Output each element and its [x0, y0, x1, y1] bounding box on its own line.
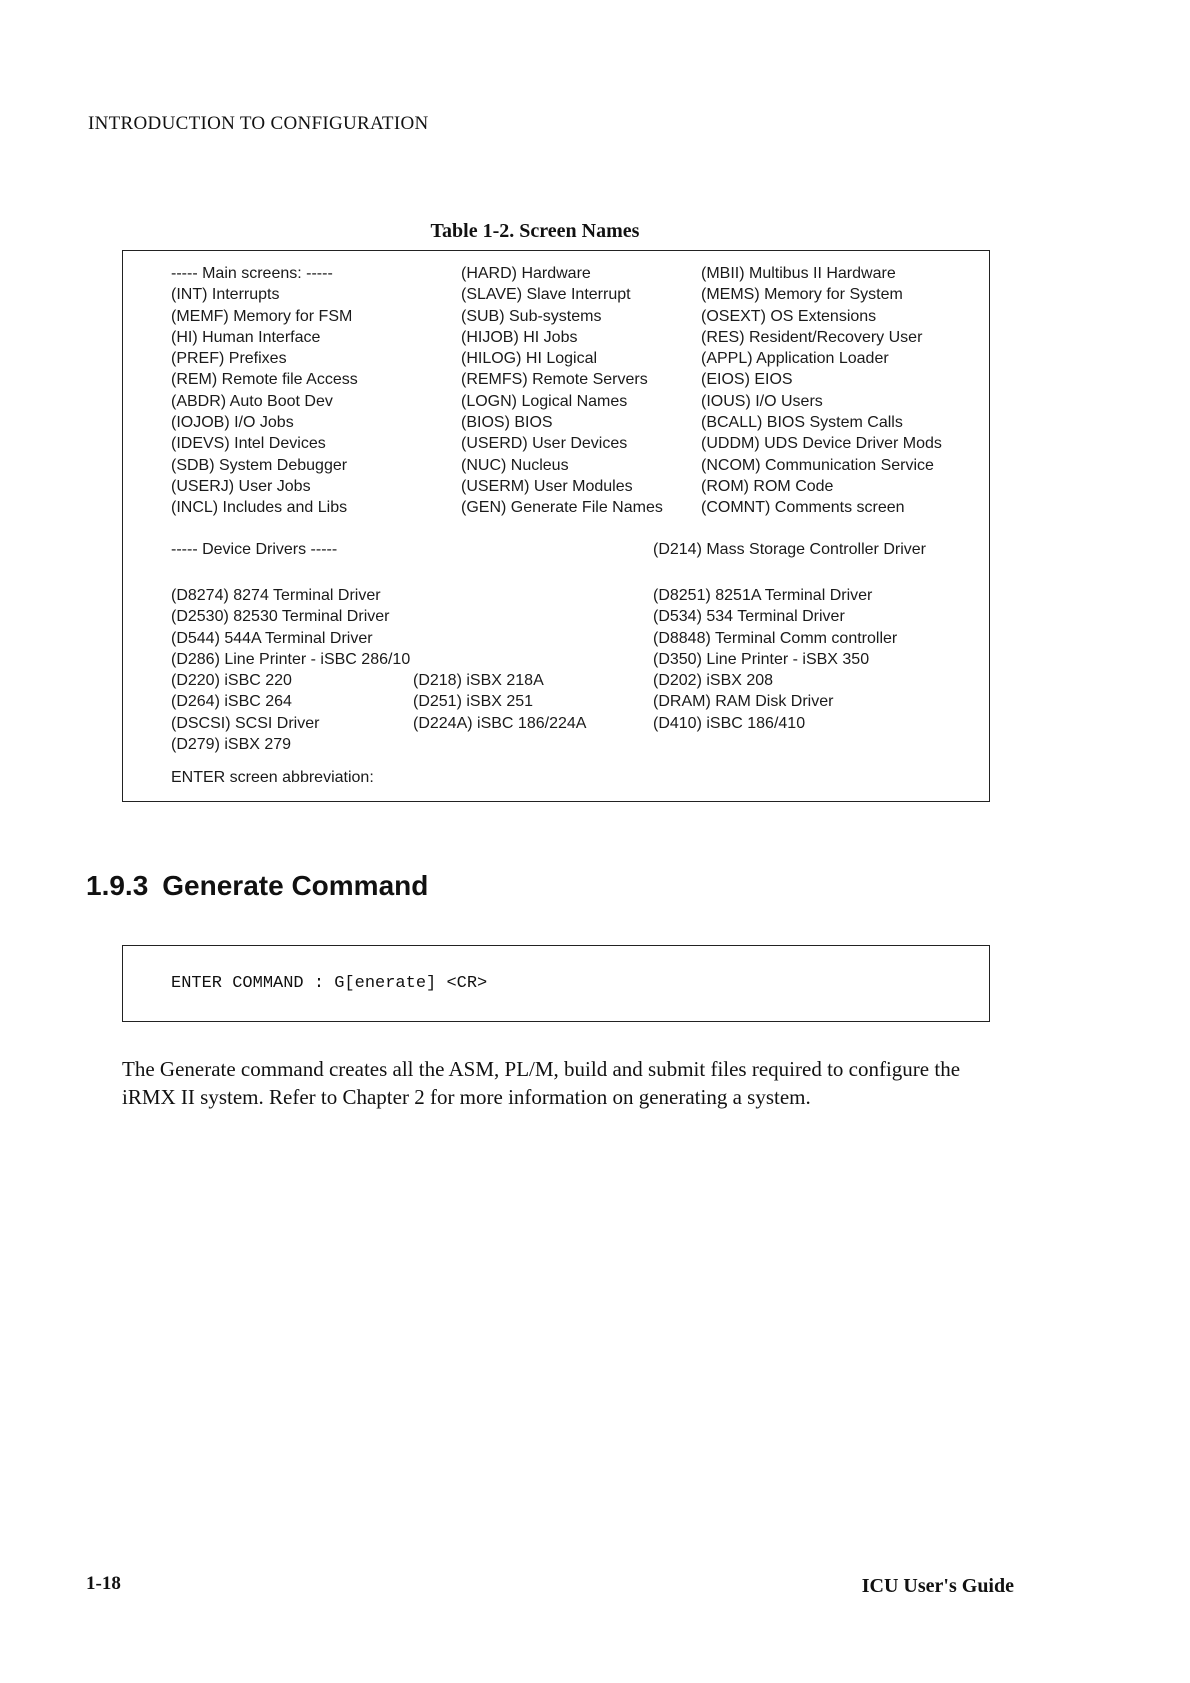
screen-entry: (IDEVS) Intel Devices	[171, 435, 326, 453]
command-line: ENTER COMMAND : G[enerate] <CR>	[171, 974, 488, 993]
screen-entry: (OSEXT) OS Extensions	[701, 307, 877, 325]
driver-column-3	[653, 585, 897, 734]
screen-entry: (IOUS) I/O Users	[701, 392, 823, 410]
screen-entry: (BCALL) BIOS System Calls	[701, 414, 903, 432]
driver-entry: (D224A) iSBC 186/224A	[413, 714, 587, 732]
screen-entry: (INCL) Includes and Libs	[171, 499, 348, 517]
driver-entry: (D218) iSBX 218A	[413, 672, 544, 689]
section-heading	[86, 870, 428, 902]
screen-column-1	[171, 263, 358, 519]
screen-entry: (PREF) Prefixes	[171, 350, 287, 368]
screen-entry: ----- Main screens: -----	[171, 265, 333, 282]
screen-entry: (USERM) User Modules	[461, 477, 633, 495]
section-number: 1.9.3	[86, 870, 149, 901]
driver-entry: (DRAM) RAM Disk Driver	[653, 693, 834, 711]
driver-entry: (D286) Line Printer - iSBC 286/10	[171, 650, 411, 668]
screen-entry: (ROM) ROM Code	[701, 477, 834, 495]
screen-entry: (SLAVE) Slave Interrupt	[461, 286, 631, 304]
driver-entry: (D2530) 82530 Terminal Driver	[171, 608, 390, 626]
driver-column-1	[171, 585, 410, 755]
driver-column-2	[413, 670, 586, 734]
screen-entry: (EIOS) EIOS	[701, 371, 793, 389]
guide-name: ICU User's Guide	[861, 1575, 1014, 1597]
driver-entry: (D202) iSBX 208	[653, 672, 774, 690]
screen-entry: (SDB) System Debugger	[171, 456, 348, 474]
screen-entry: (HI) Human Interface	[171, 328, 321, 346]
screen-entry: (HARD) Hardware	[461, 265, 591, 282]
driver-entry: (D350) Line Printer - iSBX 350	[653, 650, 870, 668]
screen-prompt: ENTER screen abbreviation:	[171, 769, 374, 786]
screen-entry: (RES) Resident/Recovery User	[701, 328, 923, 346]
driver-entry: (D279) iSBX 279	[171, 736, 292, 754]
screen-entry: (COMNT) Comments screen	[701, 499, 905, 517]
screen-entry: (MEMS) Memory for System	[701, 286, 903, 304]
running-head: INTRODUCTION TO CONFIGURATION	[88, 113, 429, 134]
screen-entry: (REMFS) Remote Servers	[461, 371, 648, 389]
screen-entry: (HILOG) HI Logical	[461, 350, 598, 368]
driver-entry: (D214) Mass Storage Controller Driver	[653, 541, 926, 558]
page-number: 1-18	[86, 1573, 121, 1594]
table-caption: Table 1-2. Screen Names	[430, 220, 640, 242]
screen-entry: (BIOS) BIOS	[461, 414, 553, 432]
screen-entry: (IOJOB) I/O Jobs	[171, 414, 294, 432]
screen-entry: (SUB) Sub-systems	[461, 307, 602, 325]
driver-entry: (D534) 534 Terminal Driver	[653, 608, 845, 626]
screen-entry: (ABDR) Auto Boot Dev	[171, 392, 333, 410]
screen-entry: (GEN) Generate File Names	[461, 499, 663, 517]
driver-entry: (D220) iSBC 220	[171, 672, 292, 690]
screen-entry: (USERJ) User Jobs	[171, 477, 311, 495]
driver-entry: (D8251) 8251A Terminal Driver	[653, 587, 873, 604]
device-drivers-header: ----- Device Drivers -----	[171, 541, 338, 558]
driver-entry: (D8274) 8274 Terminal Driver	[171, 587, 381, 604]
screen-entry: (NCOM) Communication Service	[701, 456, 934, 474]
screen-entry: (LOGN) Logical Names	[461, 392, 628, 410]
screen-column-2	[461, 263, 663, 519]
screen-names-box	[122, 250, 990, 802]
screen-entry: (NUC) Nucleus	[461, 456, 569, 474]
screen-entry: (INT) Interrupts	[171, 286, 280, 304]
driver-entry: (D251) iSBX 251	[413, 693, 534, 711]
driver-entry: (D8848) Terminal Comm controller	[653, 629, 898, 647]
command-box	[122, 945, 990, 1022]
screen-entry: (UDDM) UDS Device Driver Mods	[701, 435, 942, 453]
screen-entry: (HIJOB) HI Jobs	[461, 328, 578, 346]
screen-entry: (REM) Remote file Access	[171, 371, 358, 389]
driver-entry: (D264) iSBC 264	[171, 693, 292, 711]
screen-column-3	[701, 263, 942, 519]
driver-entry: (DSCSI) SCSI Driver	[171, 714, 320, 732]
section-title: Generate Command	[162, 870, 429, 901]
screen-entry: (APPL) Application Loader	[701, 350, 889, 368]
body-paragraph: The Generate command creates all the ASM, PL/M, build and submit files required to configure the iRMX II system. Refer to Chapter 2 for more information on generating a system.	[122, 1057, 961, 1109]
screen-entry: (MBII) Multibus II Hardware	[701, 265, 896, 282]
driver-entry: (D410) iSBC 186/410	[653, 714, 806, 732]
screen-entry: (MEMF) Memory for FSM	[171, 307, 353, 325]
driver-entry: (D544) 544A Terminal Driver	[171, 629, 373, 647]
screen-entry: (USERD) User Devices	[461, 435, 628, 453]
